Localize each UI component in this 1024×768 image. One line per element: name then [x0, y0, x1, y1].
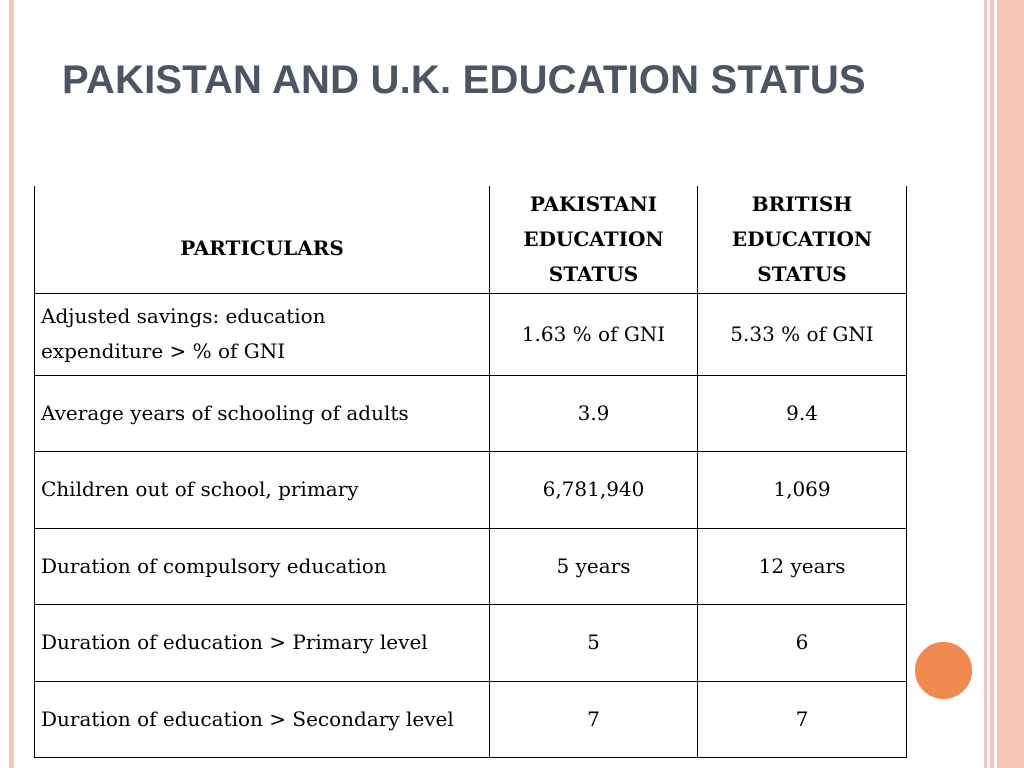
- britain-value-cell: 6: [698, 605, 907, 682]
- pakistan-value-cell: 1.63 % of GNI: [490, 293, 698, 375]
- table-row: [35, 375, 907, 452]
- particular-cell: Adjusted savings: education expenditure > % of GNI: [35, 293, 490, 375]
- header-pakistani: PAKISTANI EDUCATION STATUS: [490, 186, 698, 293]
- right-stripe: [997, 0, 1024, 768]
- particular-cell: Duration of education > Secondary level: [35, 681, 490, 758]
- table-header-row: [35, 186, 907, 293]
- pakistan-value-cell: 3.9: [490, 375, 698, 452]
- header-particulars: PARTICULARS: [35, 186, 490, 293]
- table-row: [35, 605, 907, 682]
- britain-value-cell: 1,069: [698, 452, 907, 529]
- particular-cell: Children out of school, primary: [35, 452, 490, 529]
- decorative-circle: [913, 640, 974, 701]
- slide-right-stripes: [984, 0, 1024, 768]
- education-table-container: [34, 186, 906, 758]
- table-row: [35, 293, 907, 375]
- pakistan-value-cell: 5: [490, 605, 698, 682]
- britain-value-cell: 5.33 % of GNI: [698, 293, 907, 375]
- britain-value-cell: 12 years: [698, 528, 907, 605]
- particular-cell: Duration of compulsory education: [35, 528, 490, 605]
- table-row: [35, 681, 907, 758]
- table-row: [35, 452, 907, 529]
- education-comparison-table: [34, 186, 907, 758]
- slide-left-border: [9, 0, 14, 768]
- pakistan-value-cell: 7: [490, 681, 698, 758]
- britain-value-cell: 9.4: [698, 375, 907, 452]
- table-row: [35, 528, 907, 605]
- pakistan-value-cell: 5 years: [490, 528, 698, 605]
- right-stripe: [984, 0, 987, 768]
- britain-value-cell: 7: [698, 681, 907, 758]
- particular-cell: Average years of schooling of adults: [35, 375, 490, 452]
- header-british: BRITISH EDUCATION STATUS: [698, 186, 907, 293]
- right-stripe: [990, 0, 994, 768]
- particular-cell: Duration of education > Primary level: [35, 605, 490, 682]
- pakistan-value-cell: 6,781,940: [490, 452, 698, 529]
- slide-title: PAKISTAN AND U.K. EDUCATION STATUS: [62, 58, 866, 102]
